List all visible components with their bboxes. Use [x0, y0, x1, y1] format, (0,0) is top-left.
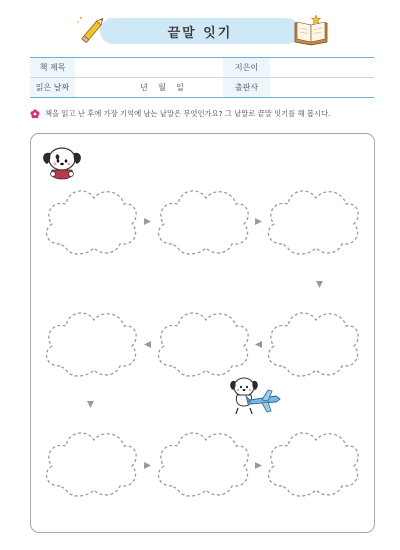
read-date-label: 읽은 날짜 [30, 78, 75, 98]
date-day-unit: 일 [176, 83, 184, 92]
date-month-unit: 월 [158, 83, 166, 92]
word-cloud-5[interactable] [152, 306, 252, 380]
instruction-text: 책을 읽고 난 후에 가장 기억에 남는 낱말은 무엇인가요? 그 낱말로 끝말 잇기를 해 봅시다. [45, 109, 331, 118]
puppy-character [38, 145, 84, 181]
date-year-unit: 년 [140, 83, 148, 92]
arrow-icon-8 [254, 461, 263, 470]
word-cloud-1[interactable] [40, 184, 140, 258]
word-cloud-4[interactable] [40, 306, 140, 380]
table-row [30, 78, 374, 98]
arrow-icon-4 [254, 340, 263, 349]
arrow-icon-3 [315, 280, 324, 289]
word-cloud-9[interactable] [262, 426, 362, 500]
author-field[interactable] [270, 58, 374, 78]
publisher-label: 출판사 [223, 78, 270, 98]
flower-icon [30, 109, 40, 119]
table-row [30, 58, 374, 78]
read-date-field[interactable] [75, 78, 223, 98]
book-title-label: 책 제목 [30, 58, 75, 78]
word-cloud-7[interactable] [40, 426, 140, 500]
publisher-field[interactable] [270, 78, 374, 98]
arrow-icon-2 [254, 217, 263, 226]
arrow-icon-5 [143, 340, 152, 349]
book-title-field[interactable] [75, 58, 223, 78]
arrow-icon-7 [143, 461, 152, 470]
word-cloud-2[interactable] [152, 184, 252, 258]
word-cloud-8[interactable] [152, 426, 252, 500]
title-banner [100, 18, 300, 44]
word-cloud-6[interactable] [262, 306, 362, 380]
open-book-icon [292, 14, 330, 46]
instruction [30, 107, 380, 121]
page-title: 끝말 잇기 [167, 25, 233, 41]
arrow-icon-6 [86, 400, 95, 409]
arrow-icon-1 [143, 217, 152, 226]
word-cloud-3[interactable] [262, 184, 362, 258]
puppy-airplane-character [228, 374, 284, 418]
author-label: 지은이 [223, 58, 270, 78]
book-info-table [30, 57, 374, 98]
